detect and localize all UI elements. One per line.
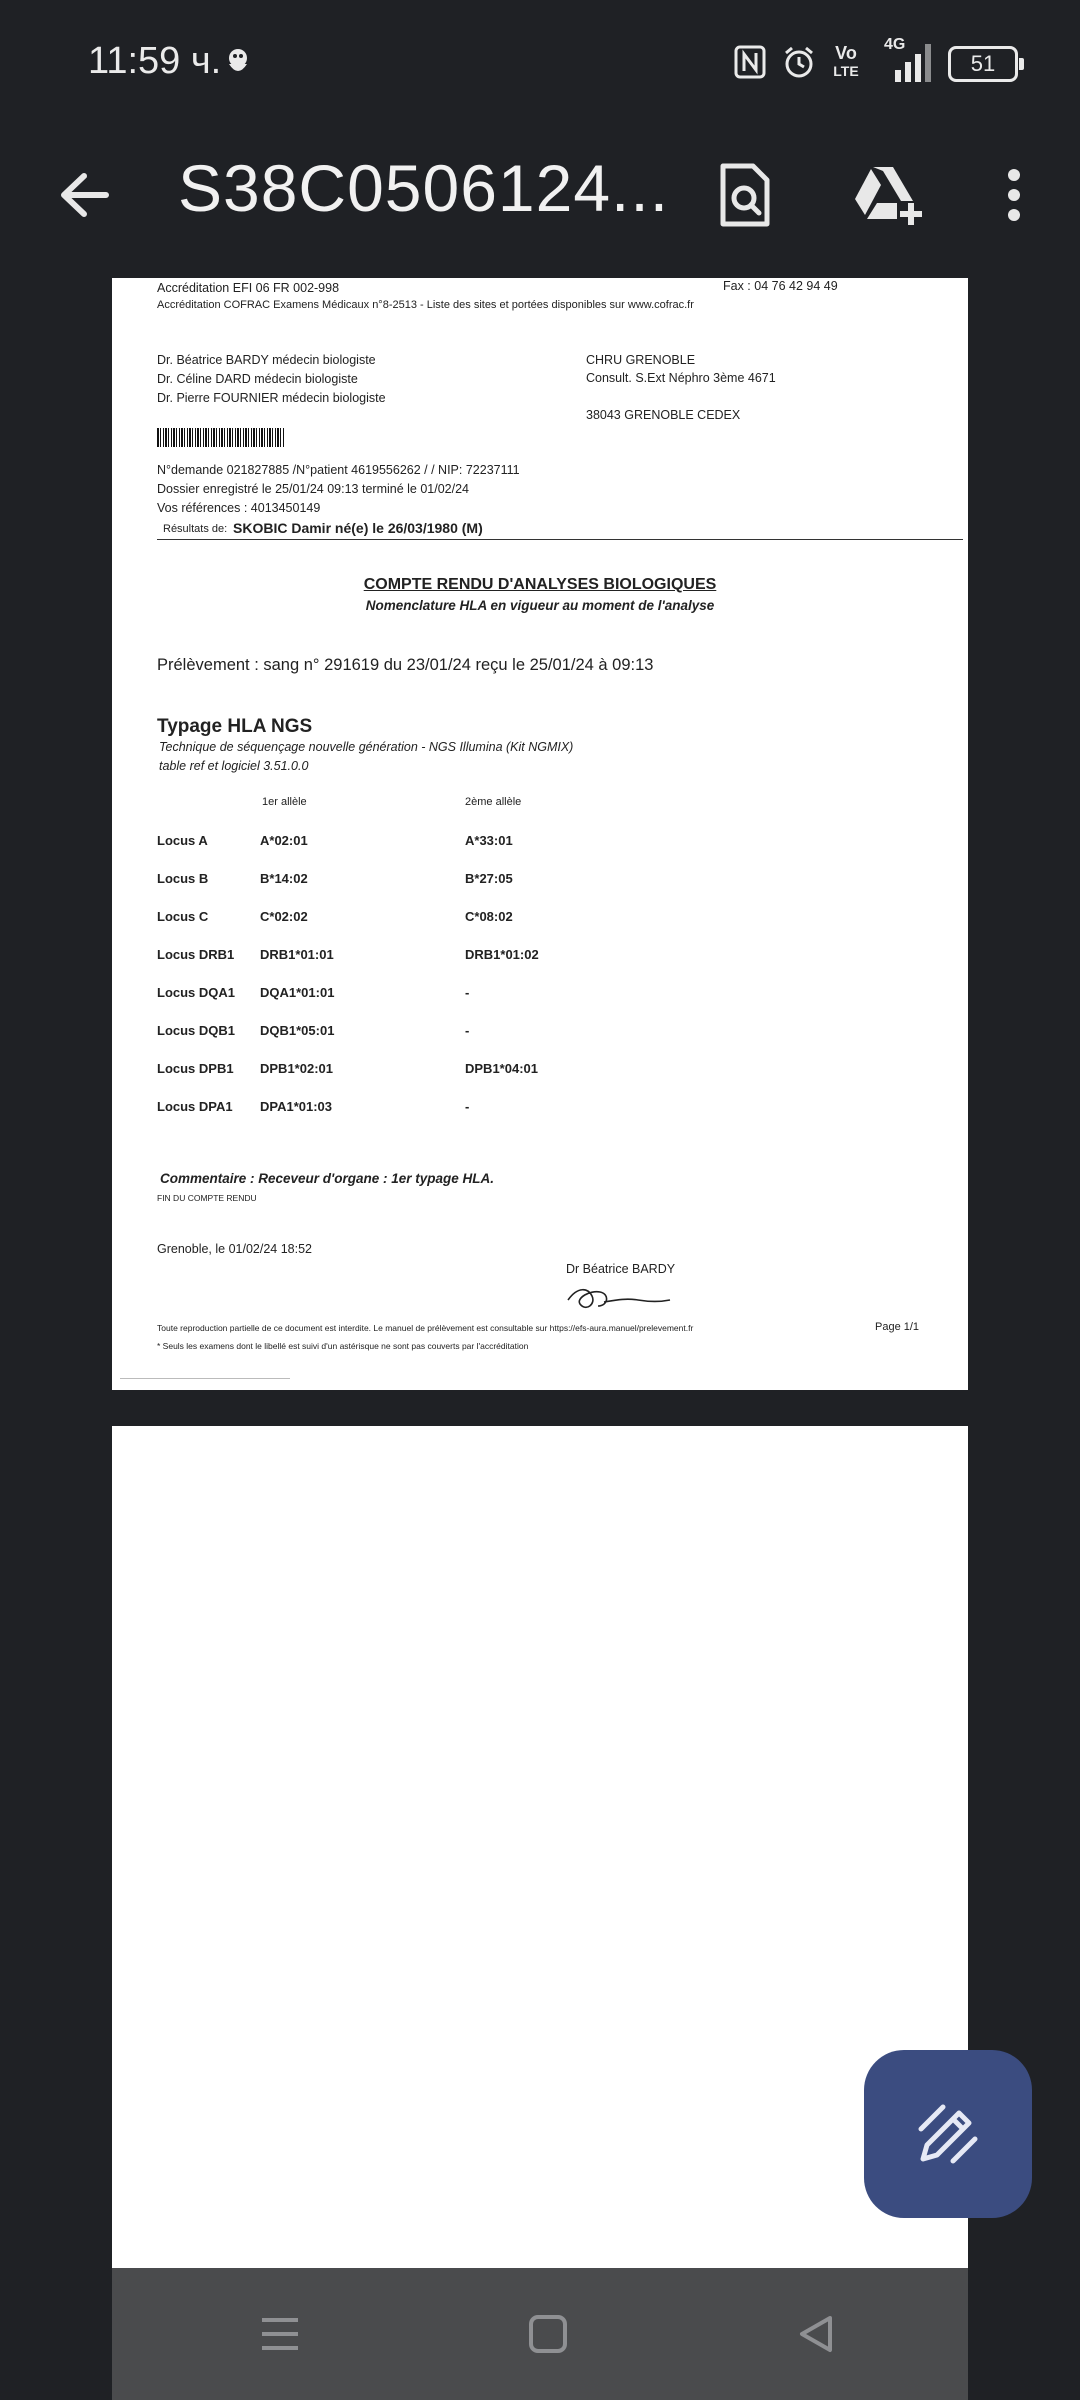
doctor-line: Dr. Pierre FOURNIER médecin biologiste <box>157 391 386 405</box>
find-in-document-icon[interactable] <box>712 160 778 230</box>
allele-2: - <box>465 1099 470 1114</box>
battery-indicator <box>948 46 1018 82</box>
nfc-icon <box>732 40 768 84</box>
dossier-dates: Dossier enregistré le 25/01/24 09:13 terminé le 01/02/24 <box>157 482 469 496</box>
column-header-allele-1: 1er allèle <box>262 796 307 808</box>
document-title: S38C0506124... <box>178 151 670 225</box>
status-time: 11:59 ч. <box>88 40 222 82</box>
place-date: Grenoble, le 01/02/24 18:52 <box>157 1242 312 1256</box>
allele-2: B*27:05 <box>465 871 513 886</box>
allele-2: - <box>465 985 470 1000</box>
allele-1: B*14:02 <box>260 871 308 886</box>
locus-label: Locus DQB1 <box>157 1023 236 1038</box>
allele-2: A*33:01 <box>465 833 513 848</box>
allele-2: C*08:02 <box>465 909 513 924</box>
locus-label: Locus B <box>157 871 209 886</box>
allele-2: DPB1*04:01 <box>465 1061 538 1076</box>
allele-1: DRB1*01:01 <box>260 947 334 962</box>
pen-icon <box>913 2099 983 2169</box>
notification-icon <box>218 40 258 84</box>
more-options-icon[interactable] <box>996 160 1032 230</box>
footer-accreditation-note: * Seuls les examens dont le libellé est suivi d'un astérisque ne sont pas couverts par l'accréditation <box>157 1341 529 1351</box>
report-title: COMPTE RENDU D'ANALYSES BIOLOGIQUES <box>363 576 717 593</box>
locus-label: Locus DQA1 <box>157 985 236 1000</box>
accreditation-cofrac: Accréditation COFRAC Examens Médicaux n°8-2513 - Liste des sites et portées disponibles sur www.cofrac.fr <box>157 299 694 311</box>
allele-1: DPB1*02:01 <box>260 1061 333 1076</box>
sample-info: Prélèvement : sang n° 291619 du 23/01/24 reçu le 25/01/24 à 09:13 <box>157 656 654 674</box>
header-divider <box>157 539 963 540</box>
doctor-line: Dr. Béatrice BARDY médecin biologiste <box>157 353 376 367</box>
typing-table-ref: table ref et logiciel 3.51.0.0 <box>159 759 309 773</box>
add-to-drive-icon[interactable] <box>850 160 926 230</box>
results-label: Résultats de: <box>163 523 228 535</box>
typing-title: Typage HLA NGS <box>157 716 313 737</box>
volte-icon <box>828 40 864 84</box>
recent-apps-icon[interactable] <box>252 2306 308 2362</box>
page-edge-line <box>120 1378 290 1379</box>
edit-annotate-button[interactable] <box>864 2050 1032 2218</box>
alarm-icon <box>780 40 818 84</box>
signature-image <box>564 1278 674 1318</box>
network-label: 4G <box>884 36 906 53</box>
locus-label: Locus C <box>157 909 209 924</box>
results-patient: SKOBIC Damir né(e) le 26/03/1980 (M) <box>233 520 483 536</box>
end-of-report: FIN DU COMPTE RENDU <box>157 1193 257 1203</box>
allele-1: DQB1*05:01 <box>260 1023 335 1038</box>
volte-label-top: Vo <box>835 43 857 63</box>
locus-label: Locus DPB1 <box>157 1061 234 1076</box>
typing-technique: Technique de séquençage nouvelle génération - NGS Illumina (Kit NGMIX) <box>159 740 574 754</box>
document-page-2[interactable] <box>112 1426 968 2268</box>
barcode <box>157 428 285 447</box>
signal-icon <box>876 36 936 84</box>
locus-label: Locus A <box>157 833 208 848</box>
battery-level: 51 <box>970 51 996 76</box>
allele-1: A*02:01 <box>260 833 308 848</box>
recipient-line: Consult. S.Ext Néphro 3ème 4671 <box>586 371 776 385</box>
back-arrow-icon[interactable] <box>56 160 116 230</box>
recipient-line: 38043 GRENOBLE CEDEX <box>586 408 741 422</box>
page-number: Page 1/1 <box>875 1321 920 1333</box>
signatory: Dr Béatrice BARDY <box>566 1262 676 1276</box>
home-icon[interactable] <box>520 2306 576 2362</box>
allele-2: - <box>465 1023 470 1038</box>
locus-label: Locus DPA1 <box>157 1099 233 1114</box>
allele-1: DPA1*01:03 <box>260 1099 333 1114</box>
document-page-1[interactable] <box>112 278 968 1390</box>
fax-number: Fax : 04 76 42 94 49 <box>723 279 838 293</box>
allele-2: DRB1*01:02 <box>465 947 539 962</box>
allele-1: DQA1*01:01 <box>260 985 335 1000</box>
report-subtitle: Nomenclature HLA en vigueur au moment de l'analyse <box>365 598 715 613</box>
back-nav-icon[interactable] <box>788 2306 844 2362</box>
volte-label-bottom: LTE <box>833 63 859 79</box>
locus-label: Locus DRB1 <box>157 947 235 962</box>
comment: Commentaire : Receveur d'organe : 1er typage HLA. <box>160 1171 495 1186</box>
recipient-line: CHRU GRENOBLE <box>586 353 696 367</box>
doctor-line: Dr. Céline DARD médecin biologiste <box>157 372 358 386</box>
accreditation-efi: Accréditation EFI 06 FR 002-998 <box>157 281 340 295</box>
footer-legal: Toute reproduction partielle de ce document est interdite. Le manuel de prélèvement est consultable sur https://efs-aura.manuel/prelevement.fr <box>157 1323 694 1333</box>
column-header-allele-2: 2ème allèle <box>465 796 522 808</box>
references: Vos références : 4013450149 <box>157 501 321 515</box>
request-numbers: N°demande 021827885 /N°patient 4619556262 / / NIP: 72237111 <box>157 463 520 477</box>
allele-1: C*02:02 <box>260 909 308 924</box>
